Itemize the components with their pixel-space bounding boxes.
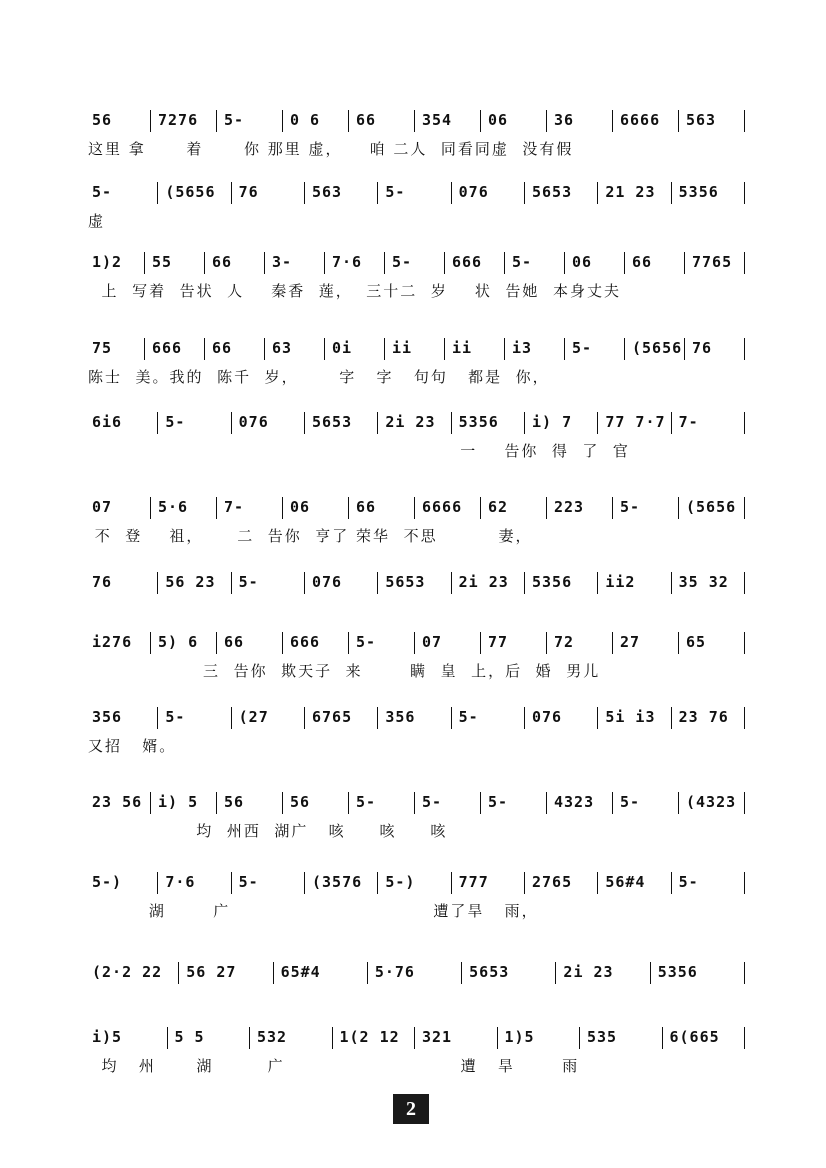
bar-line bbox=[348, 497, 349, 519]
bar-line bbox=[282, 497, 283, 519]
lyrics-line bbox=[88, 990, 756, 1012]
bar-line bbox=[524, 412, 525, 434]
measure: 62 bbox=[488, 498, 509, 516]
measure: 56 bbox=[290, 793, 311, 811]
notation-system bbox=[88, 705, 756, 757]
bar-line bbox=[744, 792, 745, 814]
bar-line bbox=[671, 572, 672, 594]
measure: 5) 6 bbox=[158, 633, 199, 651]
notation-line bbox=[88, 410, 756, 434]
notation-line bbox=[88, 1025, 756, 1049]
measure: 5356 bbox=[458, 413, 499, 431]
bar-line bbox=[348, 632, 349, 654]
measure: 56#4 bbox=[605, 873, 646, 891]
bar-line bbox=[414, 110, 415, 132]
measure: 5- bbox=[458, 708, 479, 726]
measure: 7765 bbox=[692, 253, 733, 271]
notation-line bbox=[88, 250, 756, 274]
bar-line bbox=[451, 412, 452, 434]
bar-line bbox=[264, 252, 265, 274]
measure: 07 bbox=[92, 498, 113, 516]
bar-line bbox=[612, 497, 613, 519]
bar-line bbox=[377, 872, 378, 894]
measure: 5- bbox=[165, 708, 186, 726]
bar-line bbox=[249, 1027, 250, 1049]
measure: 77 7·7 bbox=[605, 413, 666, 431]
bar-line bbox=[451, 182, 452, 204]
measure: 06 bbox=[290, 498, 311, 516]
bar-line bbox=[150, 792, 151, 814]
measure: 6i6 bbox=[92, 413, 123, 431]
measure: 532 bbox=[257, 1028, 288, 1046]
bar-line bbox=[597, 412, 598, 434]
measure: 5653 bbox=[385, 573, 426, 591]
lyrics-line: 陈士 美。我的 陈千 岁， 字 字 句句 都是 你， bbox=[88, 368, 550, 386]
measure: 5- bbox=[572, 339, 593, 357]
measure: 0i bbox=[332, 339, 353, 357]
measure: 5- bbox=[488, 793, 509, 811]
measure: 356 bbox=[92, 708, 123, 726]
bar-line bbox=[204, 252, 205, 274]
bar-line bbox=[678, 110, 679, 132]
measure: 77 bbox=[488, 633, 509, 651]
measure: 3- bbox=[272, 253, 293, 271]
page-number: 2 bbox=[393, 1094, 429, 1124]
bar-line bbox=[744, 572, 745, 594]
bar-line bbox=[231, 872, 232, 894]
bar-line bbox=[546, 497, 547, 519]
measure: 5- bbox=[356, 793, 377, 811]
bar-line bbox=[612, 792, 613, 814]
bar-line bbox=[204, 338, 205, 360]
notation-line bbox=[88, 630, 756, 654]
measure: 21 23 bbox=[605, 183, 656, 201]
bar-line bbox=[744, 1027, 745, 1049]
lyrics-line: 又招 婿。 bbox=[88, 737, 177, 755]
measure: 0 6 bbox=[290, 111, 321, 129]
measure: 5356 bbox=[678, 183, 719, 201]
measure: 5- bbox=[165, 413, 186, 431]
bar-line bbox=[157, 412, 158, 434]
measure: 66 bbox=[356, 498, 377, 516]
measure: (2·2 22 bbox=[92, 963, 163, 981]
lyrics-line: 虚 bbox=[88, 212, 106, 230]
bar-line bbox=[744, 872, 745, 894]
measure: 076 bbox=[458, 183, 489, 201]
measure: 777 bbox=[458, 873, 489, 891]
bar-line bbox=[231, 182, 232, 204]
bar-line bbox=[231, 707, 232, 729]
notation-system bbox=[88, 410, 756, 462]
bar-line bbox=[348, 110, 349, 132]
measure: 76 bbox=[692, 339, 713, 357]
bar-line bbox=[684, 338, 685, 360]
measure: i) 7 bbox=[532, 413, 573, 431]
notation-line bbox=[88, 790, 756, 814]
measure: 7·6 bbox=[165, 873, 196, 891]
bar-line bbox=[384, 252, 385, 274]
measure: 5653 bbox=[469, 963, 510, 981]
measure: 65 bbox=[686, 633, 707, 651]
lyrics-line: 均 州西 湖广 咳 咳 咳 bbox=[88, 822, 448, 840]
bar-line bbox=[216, 792, 217, 814]
measure: (5656 bbox=[686, 498, 737, 516]
measure: 06 bbox=[488, 111, 509, 129]
measure: 5-) bbox=[92, 873, 123, 891]
measure: 5653 bbox=[312, 413, 353, 431]
measure: 56 23 bbox=[165, 573, 216, 591]
measure: 5- bbox=[620, 793, 641, 811]
measure: 5-) bbox=[385, 873, 416, 891]
bar-line bbox=[216, 632, 217, 654]
notation-system bbox=[88, 250, 756, 302]
bar-line bbox=[546, 110, 547, 132]
measure: 5356 bbox=[532, 573, 573, 591]
measure: 6666 bbox=[422, 498, 463, 516]
measure: 076 bbox=[238, 413, 269, 431]
bar-line bbox=[414, 632, 415, 654]
measure: (4323 bbox=[686, 793, 737, 811]
measure: 535 bbox=[587, 1028, 618, 1046]
measure: i3 bbox=[512, 339, 533, 357]
bar-line bbox=[579, 1027, 580, 1049]
bar-line bbox=[282, 792, 283, 814]
measure: 5- bbox=[224, 111, 245, 129]
bar-line bbox=[144, 252, 145, 274]
measure: 5- bbox=[238, 873, 259, 891]
bar-line bbox=[524, 572, 525, 594]
bar-line bbox=[744, 412, 745, 434]
measure: 563 bbox=[686, 111, 717, 129]
bar-line bbox=[324, 338, 325, 360]
bar-line bbox=[504, 252, 505, 274]
bar-line bbox=[167, 1027, 168, 1049]
lyrics-line: 均 州 湖 广 遭 旱 雨 bbox=[88, 1057, 580, 1075]
bar-line bbox=[282, 632, 283, 654]
measure: 4323 bbox=[554, 793, 595, 811]
notation-system bbox=[88, 180, 756, 232]
measure: 27 bbox=[620, 633, 641, 651]
bar-line bbox=[157, 872, 158, 894]
notation-system bbox=[88, 336, 756, 388]
measure: 66 bbox=[632, 253, 653, 271]
measure: 7·6 bbox=[332, 253, 363, 271]
bar-line bbox=[744, 707, 745, 729]
measure: 1)2 bbox=[92, 253, 123, 271]
bar-line bbox=[377, 182, 378, 204]
bar-line bbox=[332, 1027, 333, 1049]
measure: (5656 bbox=[165, 183, 216, 201]
bar-line bbox=[451, 872, 452, 894]
bar-line bbox=[324, 252, 325, 274]
bar-line bbox=[216, 110, 217, 132]
measure: 5 5 bbox=[174, 1028, 205, 1046]
bar-line bbox=[497, 1027, 498, 1049]
measure: 5653 bbox=[532, 183, 573, 201]
measure: 563 bbox=[312, 183, 343, 201]
lyrics-line: 一 告你 得 了 官 bbox=[88, 442, 630, 460]
bar-line bbox=[216, 497, 217, 519]
bar-line bbox=[480, 792, 481, 814]
bar-line bbox=[157, 707, 158, 729]
bar-line bbox=[546, 792, 547, 814]
bar-line bbox=[612, 632, 613, 654]
notation-line bbox=[88, 570, 756, 594]
measure: 56 bbox=[224, 793, 245, 811]
bar-line bbox=[150, 632, 151, 654]
bar-line bbox=[684, 252, 685, 274]
measure: 1(2 12 bbox=[339, 1028, 400, 1046]
measure: 76 bbox=[238, 183, 259, 201]
bar-line bbox=[273, 962, 274, 984]
measure: 72 bbox=[554, 633, 575, 651]
bar-line bbox=[282, 110, 283, 132]
bar-line bbox=[671, 412, 672, 434]
bar-line bbox=[524, 707, 525, 729]
measure: 2i 23 bbox=[563, 963, 614, 981]
bar-line bbox=[624, 338, 625, 360]
bar-line bbox=[377, 572, 378, 594]
bar-line bbox=[367, 962, 368, 984]
bar-line bbox=[597, 572, 598, 594]
bar-line bbox=[662, 1027, 663, 1049]
bar-line bbox=[231, 572, 232, 594]
bar-line bbox=[744, 252, 745, 274]
lyrics-line: 不 登 祖， 二 告你 亨了 荣华 不思 妻， bbox=[88, 527, 533, 545]
bar-line bbox=[157, 572, 158, 594]
notation-line bbox=[88, 960, 756, 984]
bar-line bbox=[144, 338, 145, 360]
measure: 5- bbox=[620, 498, 641, 516]
measure: ii2 bbox=[605, 573, 636, 591]
measure: 6765 bbox=[312, 708, 353, 726]
measure: 354 bbox=[422, 111, 453, 129]
measure: 356 bbox=[385, 708, 416, 726]
measure: 6(665 bbox=[669, 1028, 720, 1046]
notation-system bbox=[88, 1025, 756, 1077]
measure: (5656 bbox=[632, 339, 683, 357]
measure: 66 bbox=[212, 253, 233, 271]
bar-line bbox=[624, 252, 625, 274]
bar-line bbox=[414, 792, 415, 814]
bar-line bbox=[178, 962, 179, 984]
lyrics-line: 湖 广 遭了旱 雨， bbox=[88, 902, 539, 920]
measure: 65#4 bbox=[280, 963, 321, 981]
measure: 5- bbox=[678, 873, 699, 891]
bar-line bbox=[231, 412, 232, 434]
bar-line bbox=[157, 182, 158, 204]
measure: 5- bbox=[92, 183, 113, 201]
measure: 7- bbox=[224, 498, 245, 516]
measure: (27 bbox=[238, 708, 269, 726]
notation-system bbox=[88, 495, 756, 547]
measure: 666 bbox=[152, 339, 183, 357]
measure: 5- bbox=[392, 253, 413, 271]
bar-line bbox=[150, 497, 151, 519]
notation-system bbox=[88, 630, 756, 682]
notation-line bbox=[88, 180, 756, 204]
bar-line bbox=[678, 497, 679, 519]
bar-line bbox=[304, 707, 305, 729]
bar-line bbox=[414, 1027, 415, 1049]
measure: i) 5 bbox=[158, 793, 199, 811]
bar-line bbox=[480, 632, 481, 654]
notation-line bbox=[88, 870, 756, 894]
bar-line bbox=[304, 412, 305, 434]
bar-line bbox=[524, 182, 525, 204]
bar-line bbox=[461, 962, 462, 984]
measure: 5- bbox=[238, 573, 259, 591]
bar-line bbox=[504, 338, 505, 360]
bar-line bbox=[451, 572, 452, 594]
measure: 5·76 bbox=[374, 963, 415, 981]
bar-line bbox=[377, 707, 378, 729]
bar-line bbox=[597, 872, 598, 894]
measure: 076 bbox=[312, 573, 343, 591]
bar-line bbox=[414, 497, 415, 519]
bar-line bbox=[524, 872, 525, 894]
measure: 223 bbox=[554, 498, 585, 516]
bar-line bbox=[597, 182, 598, 204]
notation-system bbox=[88, 960, 756, 1012]
bar-line bbox=[348, 792, 349, 814]
measure: 23 76 bbox=[678, 708, 729, 726]
measure: 63 bbox=[272, 339, 293, 357]
measure: 5- bbox=[512, 253, 533, 271]
bar-line bbox=[480, 110, 481, 132]
bar-line bbox=[744, 338, 745, 360]
lyrics-line: 三 告你 欺天子 来 瞒 皇 上，后 婚 男儿 bbox=[88, 662, 601, 680]
measure: 55 bbox=[152, 253, 173, 271]
measure: 321 bbox=[422, 1028, 453, 1046]
bar-line bbox=[304, 572, 305, 594]
bar-line bbox=[564, 252, 565, 274]
measure: 2i 23 bbox=[385, 413, 436, 431]
bar-line bbox=[671, 707, 672, 729]
measure: 666 bbox=[290, 633, 321, 651]
measure: 56 bbox=[92, 111, 113, 129]
bar-line bbox=[384, 338, 385, 360]
measure: 2765 bbox=[532, 873, 573, 891]
measure: 7- bbox=[678, 413, 699, 431]
measure: 5- bbox=[422, 793, 443, 811]
bar-line bbox=[671, 872, 672, 894]
bar-line bbox=[564, 338, 565, 360]
bar-line bbox=[377, 412, 378, 434]
bar-line bbox=[304, 872, 305, 894]
measure: 666 bbox=[452, 253, 483, 271]
lyrics-line bbox=[88, 600, 756, 622]
measure: 5- bbox=[385, 183, 406, 201]
notation-line bbox=[88, 108, 756, 132]
bar-line bbox=[678, 632, 679, 654]
measure: 23 56 bbox=[92, 793, 143, 811]
measure: 1)5 bbox=[504, 1028, 535, 1046]
measure: 07 bbox=[422, 633, 443, 651]
notation-system bbox=[88, 790, 756, 842]
bar-line bbox=[744, 497, 745, 519]
bar-line bbox=[650, 962, 651, 984]
notation-system bbox=[88, 108, 756, 160]
lyrics-line: 这里 拿 着 你 那里 虚， 咱 二人 同看同虚 没有假 bbox=[88, 140, 574, 158]
measure: 6666 bbox=[620, 111, 661, 129]
bar-line bbox=[304, 182, 305, 204]
bar-line bbox=[744, 182, 745, 204]
bar-line bbox=[671, 182, 672, 204]
measure: 5- bbox=[356, 633, 377, 651]
bar-line bbox=[480, 497, 481, 519]
measure: 7276 bbox=[158, 111, 199, 129]
measure: i276 bbox=[92, 633, 133, 651]
bar-line bbox=[444, 338, 445, 360]
notation-line bbox=[88, 336, 756, 360]
measure: 35 32 bbox=[678, 573, 729, 591]
lyrics-line: 上 写着 告状 人 秦香 莲， 三十二 岁 状 告她 本身丈夫 bbox=[88, 282, 621, 300]
bar-line bbox=[678, 792, 679, 814]
bar-line bbox=[744, 632, 745, 654]
bar-line bbox=[744, 962, 745, 984]
measure: 66 bbox=[224, 633, 245, 651]
notation-system bbox=[88, 870, 756, 922]
bar-line bbox=[744, 110, 745, 132]
measure: (3576 bbox=[312, 873, 363, 891]
measure: 56 27 bbox=[186, 963, 237, 981]
measure: 5i i3 bbox=[605, 708, 656, 726]
bar-line bbox=[444, 252, 445, 274]
bar-line bbox=[451, 707, 452, 729]
bar-line bbox=[150, 110, 151, 132]
measure: i)5 bbox=[92, 1028, 123, 1046]
bar-line bbox=[264, 338, 265, 360]
measure: 76 bbox=[92, 573, 113, 591]
measure: 75 bbox=[92, 339, 113, 357]
measure: 076 bbox=[532, 708, 563, 726]
measure: 66 bbox=[212, 339, 233, 357]
measure: 5356 bbox=[657, 963, 698, 981]
bar-line bbox=[612, 110, 613, 132]
measure: 2i 23 bbox=[458, 573, 509, 591]
notation-line bbox=[88, 705, 756, 729]
notation-line bbox=[88, 495, 756, 519]
bar-line bbox=[597, 707, 598, 729]
measure: 5·6 bbox=[158, 498, 189, 516]
measure: ii bbox=[392, 339, 413, 357]
measure: 66 bbox=[356, 111, 377, 129]
measure: ii bbox=[452, 339, 473, 357]
bar-line bbox=[555, 962, 556, 984]
measure: 06 bbox=[572, 253, 593, 271]
notation-system bbox=[88, 570, 756, 622]
measure: 36 bbox=[554, 111, 575, 129]
bar-line bbox=[546, 632, 547, 654]
